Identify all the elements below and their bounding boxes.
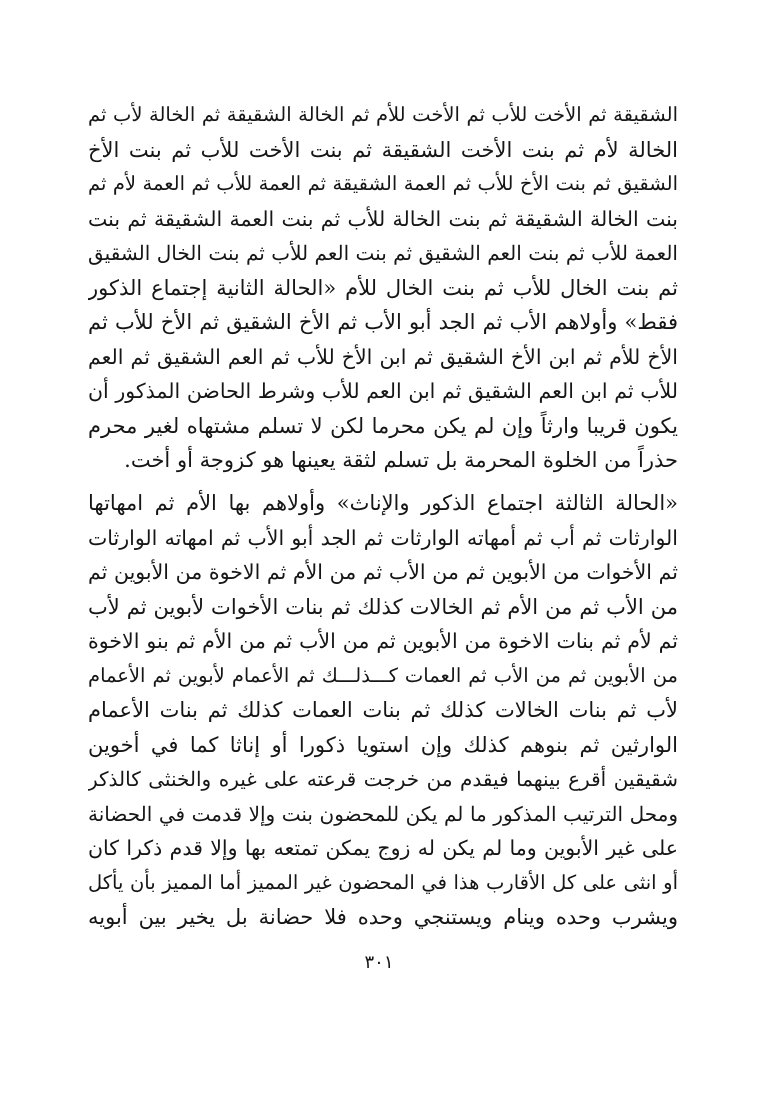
text-line: لأب ثم بنات الخالات كذلك ثم بنات العمات كذلك ثم بنات الأعمام	[88, 698, 678, 722]
paragraph-custody-order-3	[88, 486, 678, 935]
text-line: من الأبوين ثم من الأب ثم العمات كـــذلـــك ثم الأعمام لأبوين ثم الأعمام	[88, 663, 678, 687]
text-line: للأب ثم ابن العم الشقيق ثم ابن العم للأب وشرط الحاضن المذكور أن	[88, 379, 678, 403]
text-line: الشقيقة ثم الأخت للأب ثم الأخت للأم ثم الخالة الشقيقة ثم الخالة لأب ثم	[88, 103, 678, 126]
text-line: «الحالة الثالثة اجتماع الذكور والإناث» وأولاهم بها الأم ثم امهاتها	[88, 491, 678, 515]
text-line: بنت الخالة الشقيقة ثم بنت الخالة للأب ثم بنت العمة الشقيقة ثم بنت	[88, 206, 678, 231]
text-line: الأخ للأم ثم ابن الأخ الشقيق ثم ابن الأخ للأب ثم العم الشقيق ثم العم	[88, 344, 678, 369]
text-line: ومحل الترتيب المذكور ما لم يكن للمحضون بنت وإلا قدمت في الحضانة	[88, 801, 678, 826]
text-line: يكون قريبا وارثاً وإن لم يكن محرما لكن لا تسلم مشتهاه لغير محرم	[88, 413, 678, 438]
text-line: العمة للأب ثم بنت العم الشقيق ثم بنت العم للأب ثم بنت الخال الشقيق	[88, 241, 678, 265]
text-line: الوارثين ثم بنوهم كذلك وإن استويا ذكورا أو إناثا كما في أخوين	[88, 732, 678, 757]
text-line: الشقيق ثم بنت الأخ للأب ثم العمة الشقيقة ثم العمة للأب ثم العمة لأم ثم	[88, 172, 678, 195]
text-line: فقط» وأولاهم الأب ثم الجد أبو الأب ثم الأخ الشقيق ثم الأخ للأب ثم	[88, 310, 678, 334]
text-line: أو انثى على كل الأقارب هذا في المحضون غير المميز أما المميز بأن يأكل	[88, 870, 678, 894]
text-line: ثم بنت الخال للأب ثم بنت الخال للأم «الحالة الثانية إجتماع الذكور	[88, 275, 678, 300]
text-line: الخالة لأم ثم بنت الأخت الشقيقة ثم بنت الأخت للأب ثم بنت الأخ	[88, 137, 678, 162]
text-line: من الأب ثم من الأم ثم الخالات كذلك ثم بنات الأخوات لأبوين ثم لأب	[88, 594, 678, 619]
text-line: ثم لأم ثم بنات الاخوة من الأبوين ثم من الأب ثم من الأم ثم بنو الاخوة	[88, 629, 678, 653]
paragraph-custody-order-1	[88, 98, 678, 478]
text-line: حذراً من الخلوة المحرمة بل تسلم لثقة يعينها هو كزوجة أو أخت.	[124, 448, 678, 472]
text-line: شقيقين أقرع بينهما فيقدم من خرجت قرعته على غيره والخنثى كالذكر	[88, 767, 678, 791]
text-line: ويشرب وحده وينام ويستنجي وحده فلا حضانة بل يخير بين أبويه	[88, 905, 678, 929]
text-line: الوارثات ثم أب ثم أمهاته الوارثات ثم الجد أبو الأب ثم امهاته الوارثات	[88, 525, 678, 550]
text-line: على غير الأبوين وما لم يكن له زوج يمكن تمتعه بها وإلا قدم ذكرا كان	[88, 836, 678, 860]
text-line: ثم الأخوات من الأبوين ثم من الأب ثم من الأم ثم الاخوة من الأبوين ثم	[88, 560, 678, 584]
page-number: ٣٠١	[364, 952, 394, 973]
